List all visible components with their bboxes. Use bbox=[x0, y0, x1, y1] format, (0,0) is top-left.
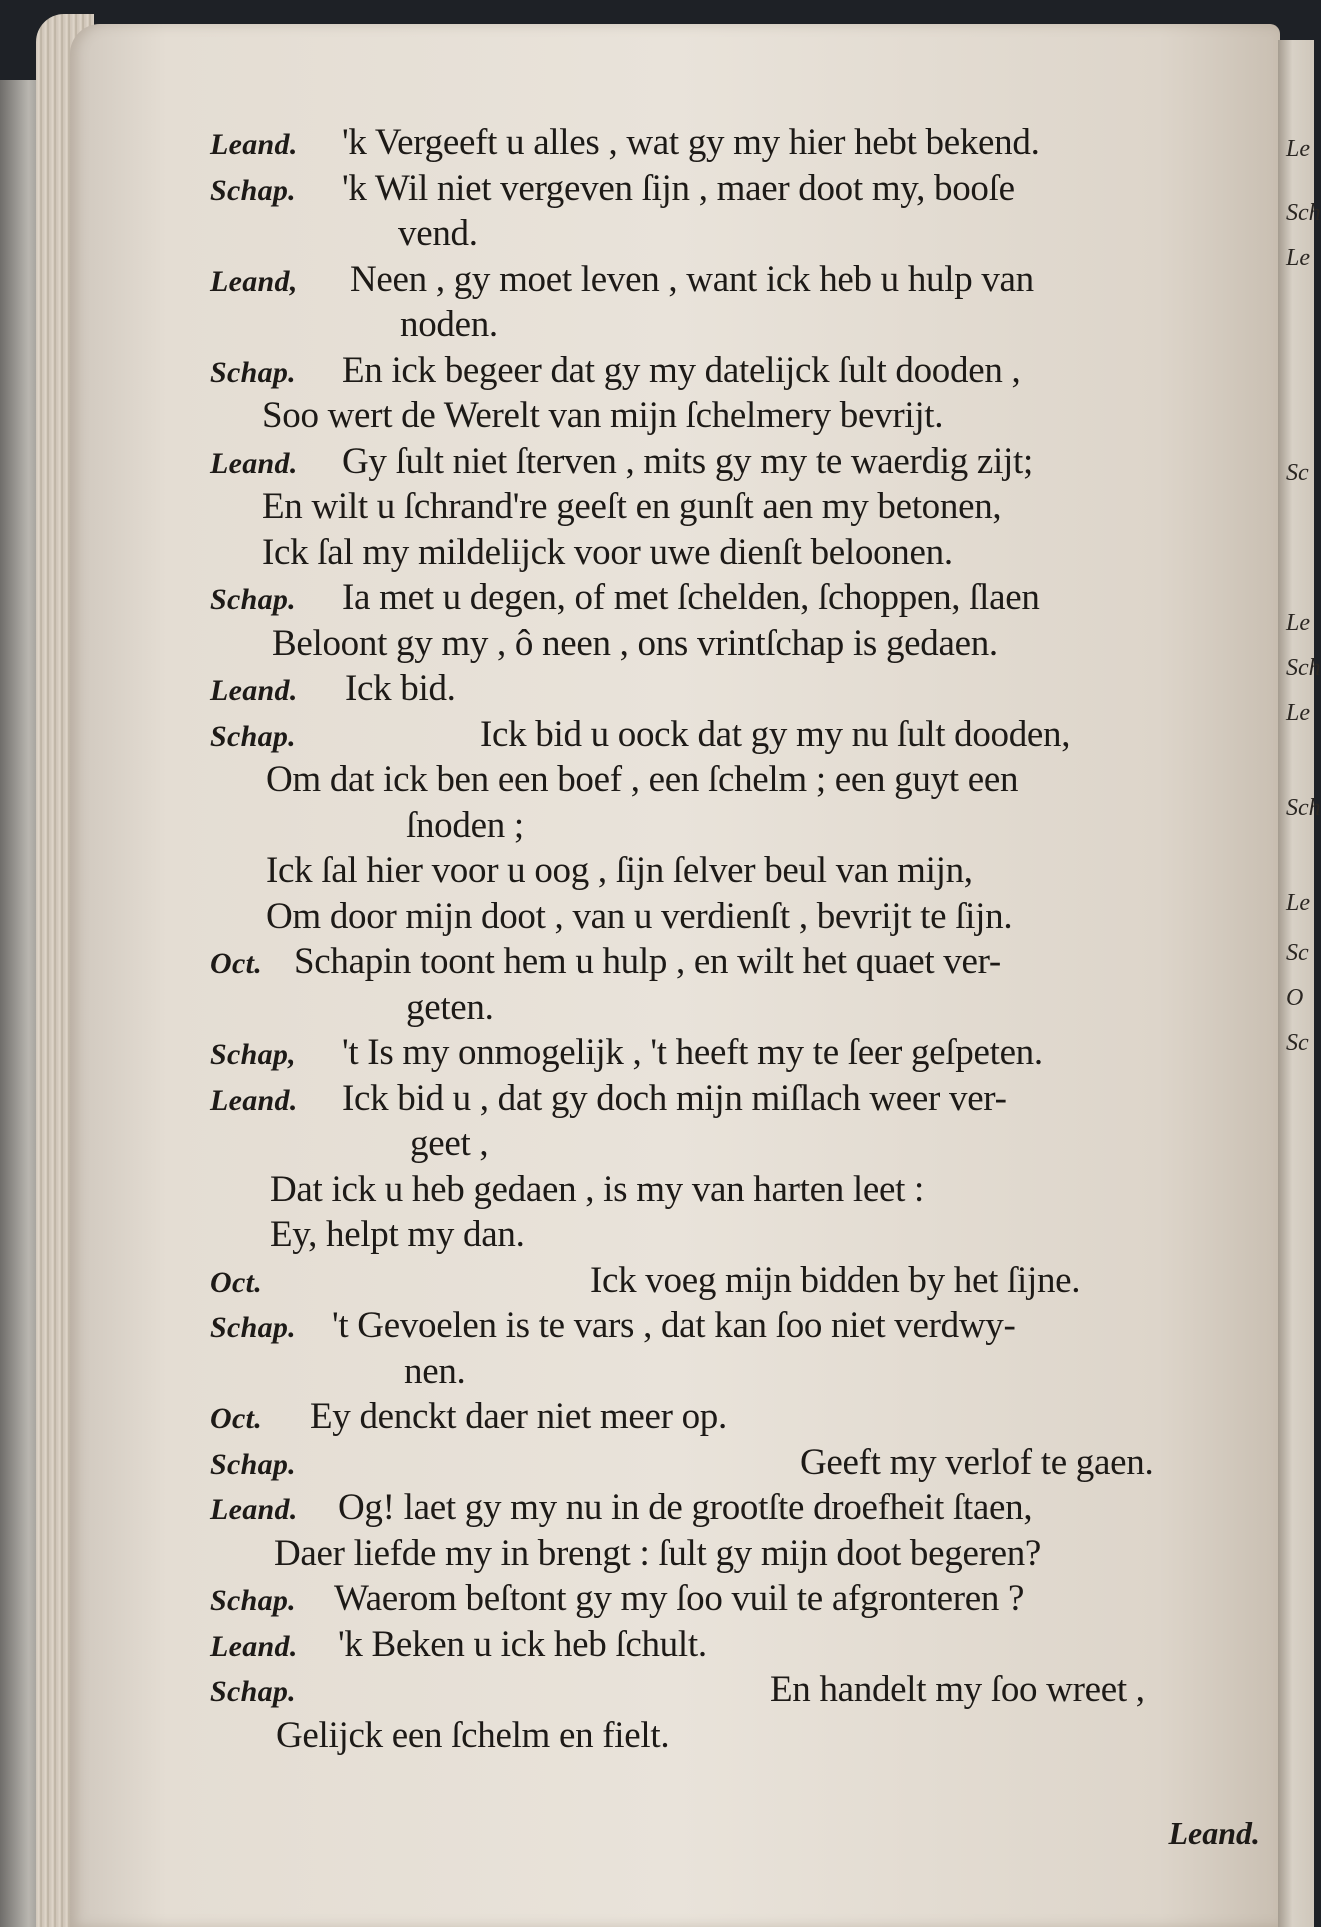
line-text: Og! laet gy my nu in de grootſte droefheit ſtaen, bbox=[338, 1487, 1033, 1528]
speaker-label: Schap. bbox=[210, 173, 296, 207]
line-text: nen. bbox=[404, 1350, 466, 1392]
line-text: Dat ick u heb gedaen , is my van harten leet : bbox=[270, 1168, 925, 1210]
margin-fragment: Le bbox=[1286, 610, 1310, 636]
margin-fragment: Le bbox=[1286, 136, 1310, 162]
margin-fragment: Le bbox=[1286, 700, 1310, 726]
line-text: Ick ſal my mildelijck voor uwe dienſt beloonen. bbox=[262, 531, 953, 573]
speaker-label: Oct. bbox=[210, 947, 263, 980]
text-line bbox=[210, 1485, 1260, 1531]
line-text: En ick begeer dat gy my datelijck ſult dooden , bbox=[342, 349, 1021, 391]
text-line bbox=[210, 1667, 1260, 1713]
text-line bbox=[210, 712, 1260, 758]
text-line bbox=[210, 257, 1260, 303]
text-line bbox=[210, 939, 1260, 985]
line-text: En handelt my ſoo wreet , bbox=[770, 1669, 1145, 1710]
text-line bbox=[210, 166, 1260, 212]
speaker-label: Schap, bbox=[210, 1038, 296, 1071]
text-line bbox=[210, 1076, 1260, 1122]
text-line bbox=[210, 894, 1260, 940]
text-line bbox=[210, 1303, 1260, 1349]
text-line bbox=[210, 666, 1260, 712]
text-line bbox=[210, 848, 1260, 894]
text-line bbox=[210, 439, 1260, 485]
speaker-label: Leand. bbox=[210, 1629, 298, 1663]
line-text: 'k Beken u ick heb ſchult. bbox=[338, 1623, 707, 1665]
line-text: Geeft my verlof te gaen. bbox=[800, 1441, 1154, 1483]
line-text: Ick bid. bbox=[345, 668, 456, 709]
text-line bbox=[210, 348, 1260, 394]
line-text: noden. bbox=[400, 304, 498, 345]
line-text: Schapin toont hem u hulp , en wilt het quaet ver- bbox=[294, 941, 1001, 982]
line-text: vend. bbox=[398, 213, 478, 254]
line-text: Om door mijn doot , van u verdienſt , bevrijt te ſijn. bbox=[266, 895, 1013, 937]
speaker-label: Leand. bbox=[210, 674, 298, 707]
text-line bbox=[210, 484, 1260, 530]
speaker-label: Leand. bbox=[210, 128, 298, 161]
speaker-label: Oct. bbox=[210, 1265, 263, 1299]
line-text: geten. bbox=[406, 986, 494, 1028]
line-text: Beloont gy my , ô neen , ons vrintſchap is gedaen. bbox=[272, 622, 998, 664]
text-line bbox=[210, 985, 1260, 1031]
speaker-label: Oct. bbox=[210, 1402, 263, 1435]
line-text: 't Is my onmogelijk , 't heeft my te ſeer geſpeten. bbox=[342, 1032, 1043, 1073]
speaker-label: Schap. bbox=[210, 355, 296, 389]
text-line bbox=[210, 1167, 1260, 1213]
line-text: ſnoden ; bbox=[406, 804, 524, 846]
line-text: Neen , gy moet leven , want ick heb u hulp van bbox=[350, 258, 1034, 300]
text-line bbox=[210, 1713, 1260, 1759]
text-line bbox=[210, 1622, 1260, 1668]
margin-fragment: Sch bbox=[1286, 655, 1321, 681]
text-line bbox=[210, 530, 1260, 576]
speaker-label: Schap. bbox=[210, 1447, 296, 1481]
text-line bbox=[210, 1258, 1260, 1304]
speaker-label: Schap. bbox=[210, 1311, 296, 1344]
margin-fragment: Sch bbox=[1286, 795, 1321, 821]
speaker-label: Leand, bbox=[210, 264, 298, 298]
text-line bbox=[210, 1349, 1260, 1395]
text-line bbox=[210, 211, 1260, 257]
margin-fragment: Sch bbox=[1286, 200, 1321, 226]
margin-fragment: Le bbox=[1286, 245, 1310, 271]
speaker-label: Leand. bbox=[210, 1493, 298, 1526]
text-line bbox=[210, 621, 1260, 667]
catchword: Leand. bbox=[1168, 1815, 1260, 1851]
speaker-label: Schap. bbox=[210, 719, 296, 753]
text-line bbox=[210, 302, 1260, 348]
line-text: geet , bbox=[410, 1123, 489, 1164]
text-line bbox=[210, 757, 1260, 803]
line-text: 'k Vergeeft u alles , wat gy my hier hebt bekend. bbox=[342, 122, 1040, 163]
margin-fragment: Sc bbox=[1286, 1030, 1309, 1056]
line-text: Daer liefde my in brengt : ſult gy mijn doot begeren? bbox=[274, 1532, 1042, 1574]
speaker-label: Schap. bbox=[210, 583, 296, 616]
line-text: Ey, helpt my dan. bbox=[270, 1214, 525, 1255]
line-text: Gy ſult niet ſterven , mits gy my te waerdig zijt; bbox=[342, 440, 1033, 482]
line-text: Om dat ick ben een boef , een ſchelm ; een guyt een bbox=[266, 759, 1019, 800]
margin-fragment: Sc bbox=[1286, 940, 1309, 966]
text-line bbox=[210, 575, 1260, 621]
text-line bbox=[210, 393, 1260, 439]
play-text bbox=[210, 120, 1260, 1758]
text-line bbox=[210, 1121, 1260, 1167]
line-text: Soo wert de Werelt van mijn ſchelmery bevrijt. bbox=[262, 395, 944, 436]
text-line bbox=[210, 1212, 1260, 1258]
margin-fragment: Sc bbox=[1286, 460, 1309, 486]
line-text: Ia met u degen, of met ſchelden, ſchoppen, ſlaen bbox=[342, 577, 1040, 618]
speaker-label: Leand. bbox=[210, 1083, 298, 1117]
text-line bbox=[210, 1576, 1260, 1622]
text-line bbox=[210, 1440, 1260, 1486]
speaker-label: Leand. bbox=[210, 446, 298, 480]
text-line bbox=[210, 1531, 1260, 1577]
line-text: Ey denckt daer niet meer op. bbox=[310, 1396, 727, 1437]
speaker-label: Schap. bbox=[210, 1584, 296, 1617]
text-line bbox=[210, 1394, 1260, 1440]
margin-fragment: Le bbox=[1286, 890, 1310, 916]
line-text: 't Gevoelen is te vars , dat kan ſoo niet verdwy- bbox=[332, 1305, 1016, 1346]
adjacent-page-right bbox=[1278, 40, 1321, 1927]
line-text: Ick bid u , dat gy doch mijn miſlach weer ver- bbox=[342, 1077, 1007, 1119]
line-text: 'k Wil niet vergeven ſijn , maer doot my, booſe bbox=[342, 167, 1015, 209]
line-text: Gelijck een ſchelm en fielt. bbox=[276, 1714, 670, 1756]
line-text: Ick bid u oock dat gy my nu ſult dooden, bbox=[480, 713, 1071, 755]
line-text: Ick voeg mijn bidden by het ſijne. bbox=[590, 1259, 1081, 1301]
speaker-label: Schap. bbox=[210, 1675, 296, 1708]
line-text: Waerom beſtont gy my ſoo vuil te afgronteren ? bbox=[334, 1578, 1025, 1619]
line-text: Ick ſal hier voor u oog , ſijn ſelver beul van mijn, bbox=[266, 850, 973, 891]
text-line bbox=[210, 120, 1260, 166]
text-line bbox=[210, 803, 1260, 849]
line-text: En wilt u ſchrand're geeſt en gunſt aen my betonen, bbox=[262, 486, 1002, 527]
margin-fragment: O bbox=[1286, 985, 1304, 1011]
text-line bbox=[210, 1030, 1260, 1076]
